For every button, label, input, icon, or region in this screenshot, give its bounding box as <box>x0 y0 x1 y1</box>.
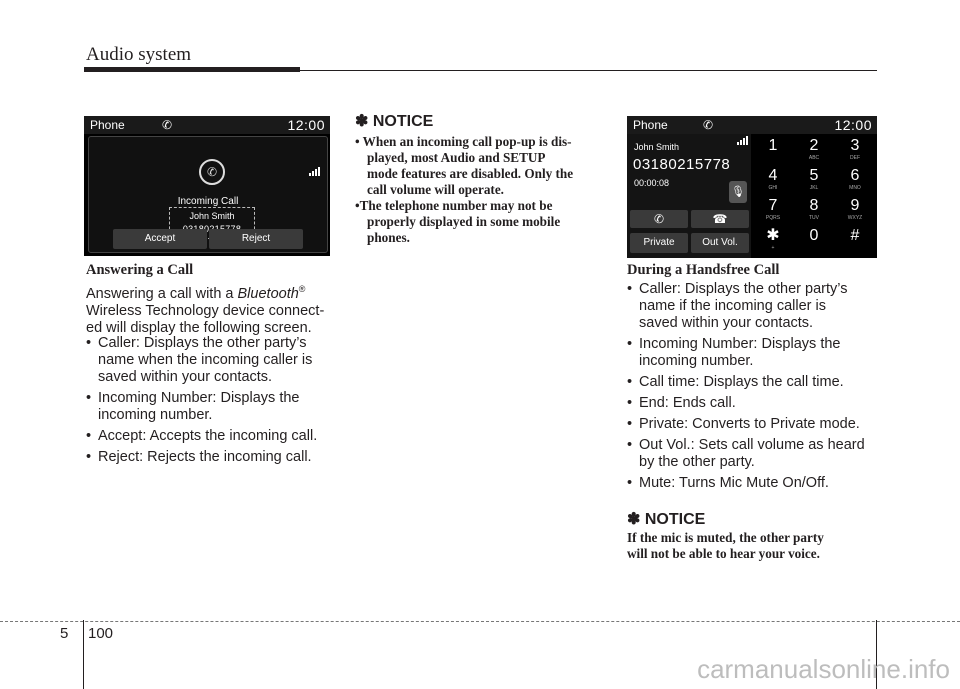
caller-name: John Smith <box>634 142 680 152</box>
answering-intro: Answering a call with a Bluetooth® Wireless Technology device connect- ed will display the following screen. <box>86 284 325 336</box>
answering-heading: Answering a Call <box>86 262 194 278</box>
keypad-key-7[interactable] <box>794 197 834 225</box>
bullet-mark: • <box>627 281 633 297</box>
bullet-line: saved within your contacts. <box>98 369 273 385</box>
clock: 12:00 <box>287 117 325 133</box>
bullet-line: incoming number. <box>639 353 754 369</box>
bullet-line: saved within your contacts. <box>639 315 814 331</box>
notice-line: call volume will operate. <box>367 182 504 197</box>
ringing-phone-icon: ✆ <box>199 159 225 185</box>
bullet-item <box>627 374 879 391</box>
key-letters: JKL <box>809 185 819 191</box>
bullet-mark: • <box>86 449 92 465</box>
bullet-item <box>86 335 334 386</box>
notice-line: will not be able to hear your voice. <box>627 546 820 561</box>
notice-line: • When an incoming call pop-up is dis- <box>355 134 572 149</box>
keypad-key-6[interactable] <box>753 197 793 225</box>
bullet-mark: • <box>627 475 633 491</box>
signal-icon <box>309 167 320 176</box>
key-digit: 0 <box>809 227 819 244</box>
bullet-line: name when the incoming caller is <box>98 352 313 368</box>
incoming-call-label: Incoming Call <box>177 196 239 207</box>
phone-icon: ✆ <box>703 118 714 132</box>
watermark: carmanualsonline.info <box>697 654 950 684</box>
key-digit: 5 <box>809 167 819 184</box>
section-title: Audio system <box>86 44 192 65</box>
header-bar <box>84 67 300 72</box>
bullet-line: Reject: Rejects the incoming call. <box>98 449 312 465</box>
keypad-key-2[interactable] <box>835 137 875 165</box>
screen-title: Phone <box>90 118 125 132</box>
notice-line: phones. <box>367 230 410 245</box>
bullet-mark: • <box>86 390 92 406</box>
bullet-line: by the other party. <box>639 454 755 470</box>
phone-icon: ✆ <box>162 118 173 132</box>
handsfree-call-screen <box>627 116 877 258</box>
footer-rule <box>0 621 960 622</box>
keypad-key-4[interactable] <box>794 167 834 195</box>
keypad-key-8[interactable] <box>835 197 875 225</box>
key-digit: 1 <box>768 137 778 154</box>
key-digit: 9 <box>850 197 860 214</box>
key-digit: 2 <box>809 137 819 154</box>
header-rule <box>300 70 877 71</box>
status-bar <box>627 116 877 134</box>
notice-line: properly displayed in some mobile <box>367 214 561 229</box>
notice-line: •The telephone number may not be <box>355 198 553 213</box>
keypad-key-0[interactable] <box>753 137 793 165</box>
bullet-item <box>627 437 879 471</box>
bullet-line: Incoming Number: Displays the <box>639 336 841 352</box>
keypad-key-9[interactable] <box>753 227 793 255</box>
bullet-line: Incoming Number: Displays the <box>98 390 300 406</box>
key-letters: DEF <box>850 155 860 161</box>
key-digit: 4 <box>768 167 778 184</box>
bullet-mark: • <box>627 336 633 352</box>
bullet-line: Caller: Displays the other party’s <box>98 335 307 351</box>
clock: 12:00 <box>834 117 872 133</box>
bullet-line: incoming number. <box>98 407 213 423</box>
bullet-item <box>627 281 879 332</box>
handsfree-heading: During a Handsfree Call <box>627 262 780 278</box>
private-button[interactable]: Private <box>630 233 688 253</box>
notice-heading: ✽ NOTICE <box>355 113 434 130</box>
caller-name: John Smith <box>189 211 235 221</box>
key-digit: # <box>850 227 860 244</box>
bullet-mark: • <box>627 374 633 390</box>
footer-divider <box>83 620 84 689</box>
bullet-item <box>86 449 334 466</box>
accept-button[interactable]: Accept <box>113 229 207 249</box>
answer-button[interactable] <box>630 210 688 228</box>
bullet-line: Private: Converts to Private mode. <box>639 416 860 432</box>
bullet-mark: • <box>627 416 633 432</box>
notice-line: played, most Audio and SETUP <box>367 150 546 165</box>
signal-icon <box>737 136 748 145</box>
bullet-line: Accept: Accepts the incoming call. <box>98 428 318 444</box>
bullet-item <box>627 475 879 492</box>
screen-title: Phone <box>633 118 668 132</box>
mute-mic-button[interactable] <box>729 181 747 203</box>
key-letters: + <box>771 245 775 251</box>
notice-line: mode features are disabled. Only the <box>367 166 574 181</box>
status-bar <box>84 116 330 134</box>
caller-number: 03180215778 <box>633 156 731 173</box>
key-digit: 6 <box>850 167 860 184</box>
notice-heading-2: ✽ NOTICE <box>627 511 706 528</box>
phone-end-icon: ☎ <box>712 212 728 226</box>
key-letters: PQRS <box>765 215 781 221</box>
key-digit: ✱ <box>766 227 780 244</box>
keypad-key-11[interactable] <box>835 227 875 255</box>
notice-line: If the mic is muted, the other party <box>627 530 824 545</box>
keypad-key-1[interactable] <box>794 137 834 165</box>
incoming-call-screen <box>84 116 330 256</box>
bullet-item <box>86 428 334 445</box>
bullet-mark: • <box>627 395 633 411</box>
call-time: 00:00:08 <box>634 178 670 188</box>
bullet-mark: • <box>86 335 92 351</box>
bullet-mark: • <box>86 428 92 444</box>
bullet-item <box>627 416 879 433</box>
key-letters: TUV <box>809 215 819 221</box>
bullet-mark: • <box>627 437 633 453</box>
bullet-line: Mute: Turns Mic Mute On/Off. <box>639 475 829 491</box>
key-letters: WXYZ <box>847 215 863 221</box>
section-number: 5 <box>60 625 69 642</box>
bullet-line: End: Ends call. <box>639 395 736 411</box>
page-number: 100 <box>88 625 114 642</box>
microphone-icon: 🎙 <box>731 186 745 198</box>
key-letters: MNO <box>849 185 861 191</box>
key-digit: 3 <box>850 137 860 154</box>
key-digit: 8 <box>809 197 819 214</box>
key-letters: GHI <box>768 185 778 191</box>
end-call-button[interactable] <box>691 210 749 228</box>
bullet-line: name if the incoming caller is <box>639 298 826 314</box>
bullet-line: Call time: Displays the call time. <box>639 374 844 390</box>
keypad-key-5[interactable] <box>835 167 875 195</box>
phone-answer-icon: ✆ <box>653 212 665 226</box>
bullet-item <box>627 395 879 412</box>
keypad-key-3[interactable] <box>753 167 793 195</box>
key-digit: 7 <box>768 197 778 214</box>
bullet-line: Out Vol.: Sets call volume as heard <box>639 437 865 453</box>
key-letters: ABC <box>808 155 820 161</box>
keypad-key-10[interactable] <box>794 227 834 255</box>
bullet-item <box>627 336 879 370</box>
bullet-item <box>86 390 334 424</box>
out-vol-button[interactable]: Out Vol. <box>691 233 749 253</box>
reject-button[interactable]: Reject <box>209 229 303 249</box>
call-popup <box>88 136 328 253</box>
bullet-line: Caller: Displays the other party’s <box>639 281 848 297</box>
